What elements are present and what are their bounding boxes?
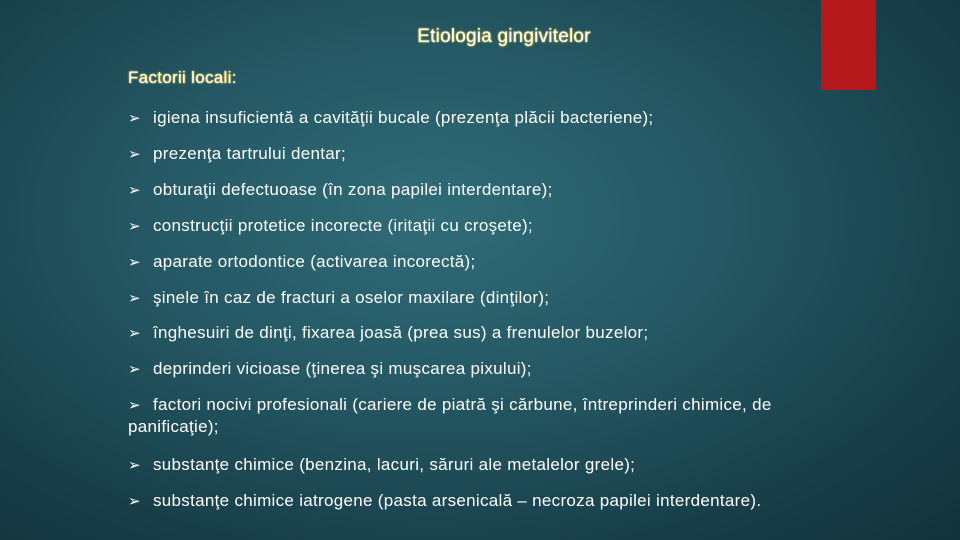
- list-item: [128, 215, 828, 237]
- arrow-bullet-icon: ➢: [128, 145, 141, 163]
- arrow-bullet-icon: ➢: [128, 324, 141, 342]
- list-item: [128, 179, 828, 201]
- list-item-text: obturaţii defectuoase (în zona papilei interdentare);: [153, 180, 553, 199]
- list-item: [128, 322, 828, 344]
- arrow-bullet-icon: ➢: [128, 217, 141, 235]
- list-item-text: factori nocivi profesionali (cariere de piatră şi cărbune, întreprinderi chimice, de panificaţie);: [128, 395, 772, 436]
- arrow-bullet-icon: ➢: [128, 456, 141, 474]
- slide-title: Etiologia gingivitelor: [417, 26, 591, 47]
- arrow-bullet-icon: ➢: [128, 492, 141, 510]
- list-item: [128, 143, 828, 165]
- list-item-text: construcţii protetice incorecte (iritaţii cu croşete);: [153, 216, 533, 235]
- list-item-text: substanţe chimice iatrogene (pasta arsenicală – necroza papilei interdentare).: [153, 491, 762, 510]
- list-item: [128, 107, 828, 129]
- arrow-bullet-icon: ➢: [128, 360, 141, 378]
- list-item: [128, 490, 828, 512]
- list-item-text: substanţe chimice (benzina, lacuri, săruri ale metalelor grele);: [153, 455, 636, 474]
- list-item: [128, 287, 828, 309]
- list-item-text: igiena insuficientă a cavităţii bucale (prezenţa plăcii bacteriene);: [153, 108, 654, 127]
- list-item: [128, 358, 828, 380]
- list-item-text: şinele în caz de fracturi a oselor maxilare (dinţilor);: [153, 288, 550, 307]
- list-item: [128, 251, 828, 273]
- arrow-bullet-icon: ➢: [128, 289, 141, 307]
- arrow-bullet-icon: ➢: [128, 396, 141, 414]
- list-item: [128, 394, 828, 438]
- arrow-bullet-icon: ➢: [128, 253, 141, 271]
- list-item-text: înghesuiri de dinţi, fixarea joasă (prea sus) a frenulelor buzelor;: [153, 323, 649, 342]
- arrow-bullet-icon: ➢: [128, 181, 141, 199]
- list-item-text: prezenţa tartrului dentar;: [153, 144, 347, 163]
- list-item: [128, 454, 828, 476]
- list-item-text: aparate ortodontice (activarea incorectă);: [153, 252, 476, 271]
- section-heading: Factorii locali:: [128, 68, 237, 87]
- list-item-text: deprinderi vicioase (ţinerea şi muşcarea pixului);: [153, 359, 532, 378]
- arrow-bullet-icon: ➢: [128, 109, 141, 127]
